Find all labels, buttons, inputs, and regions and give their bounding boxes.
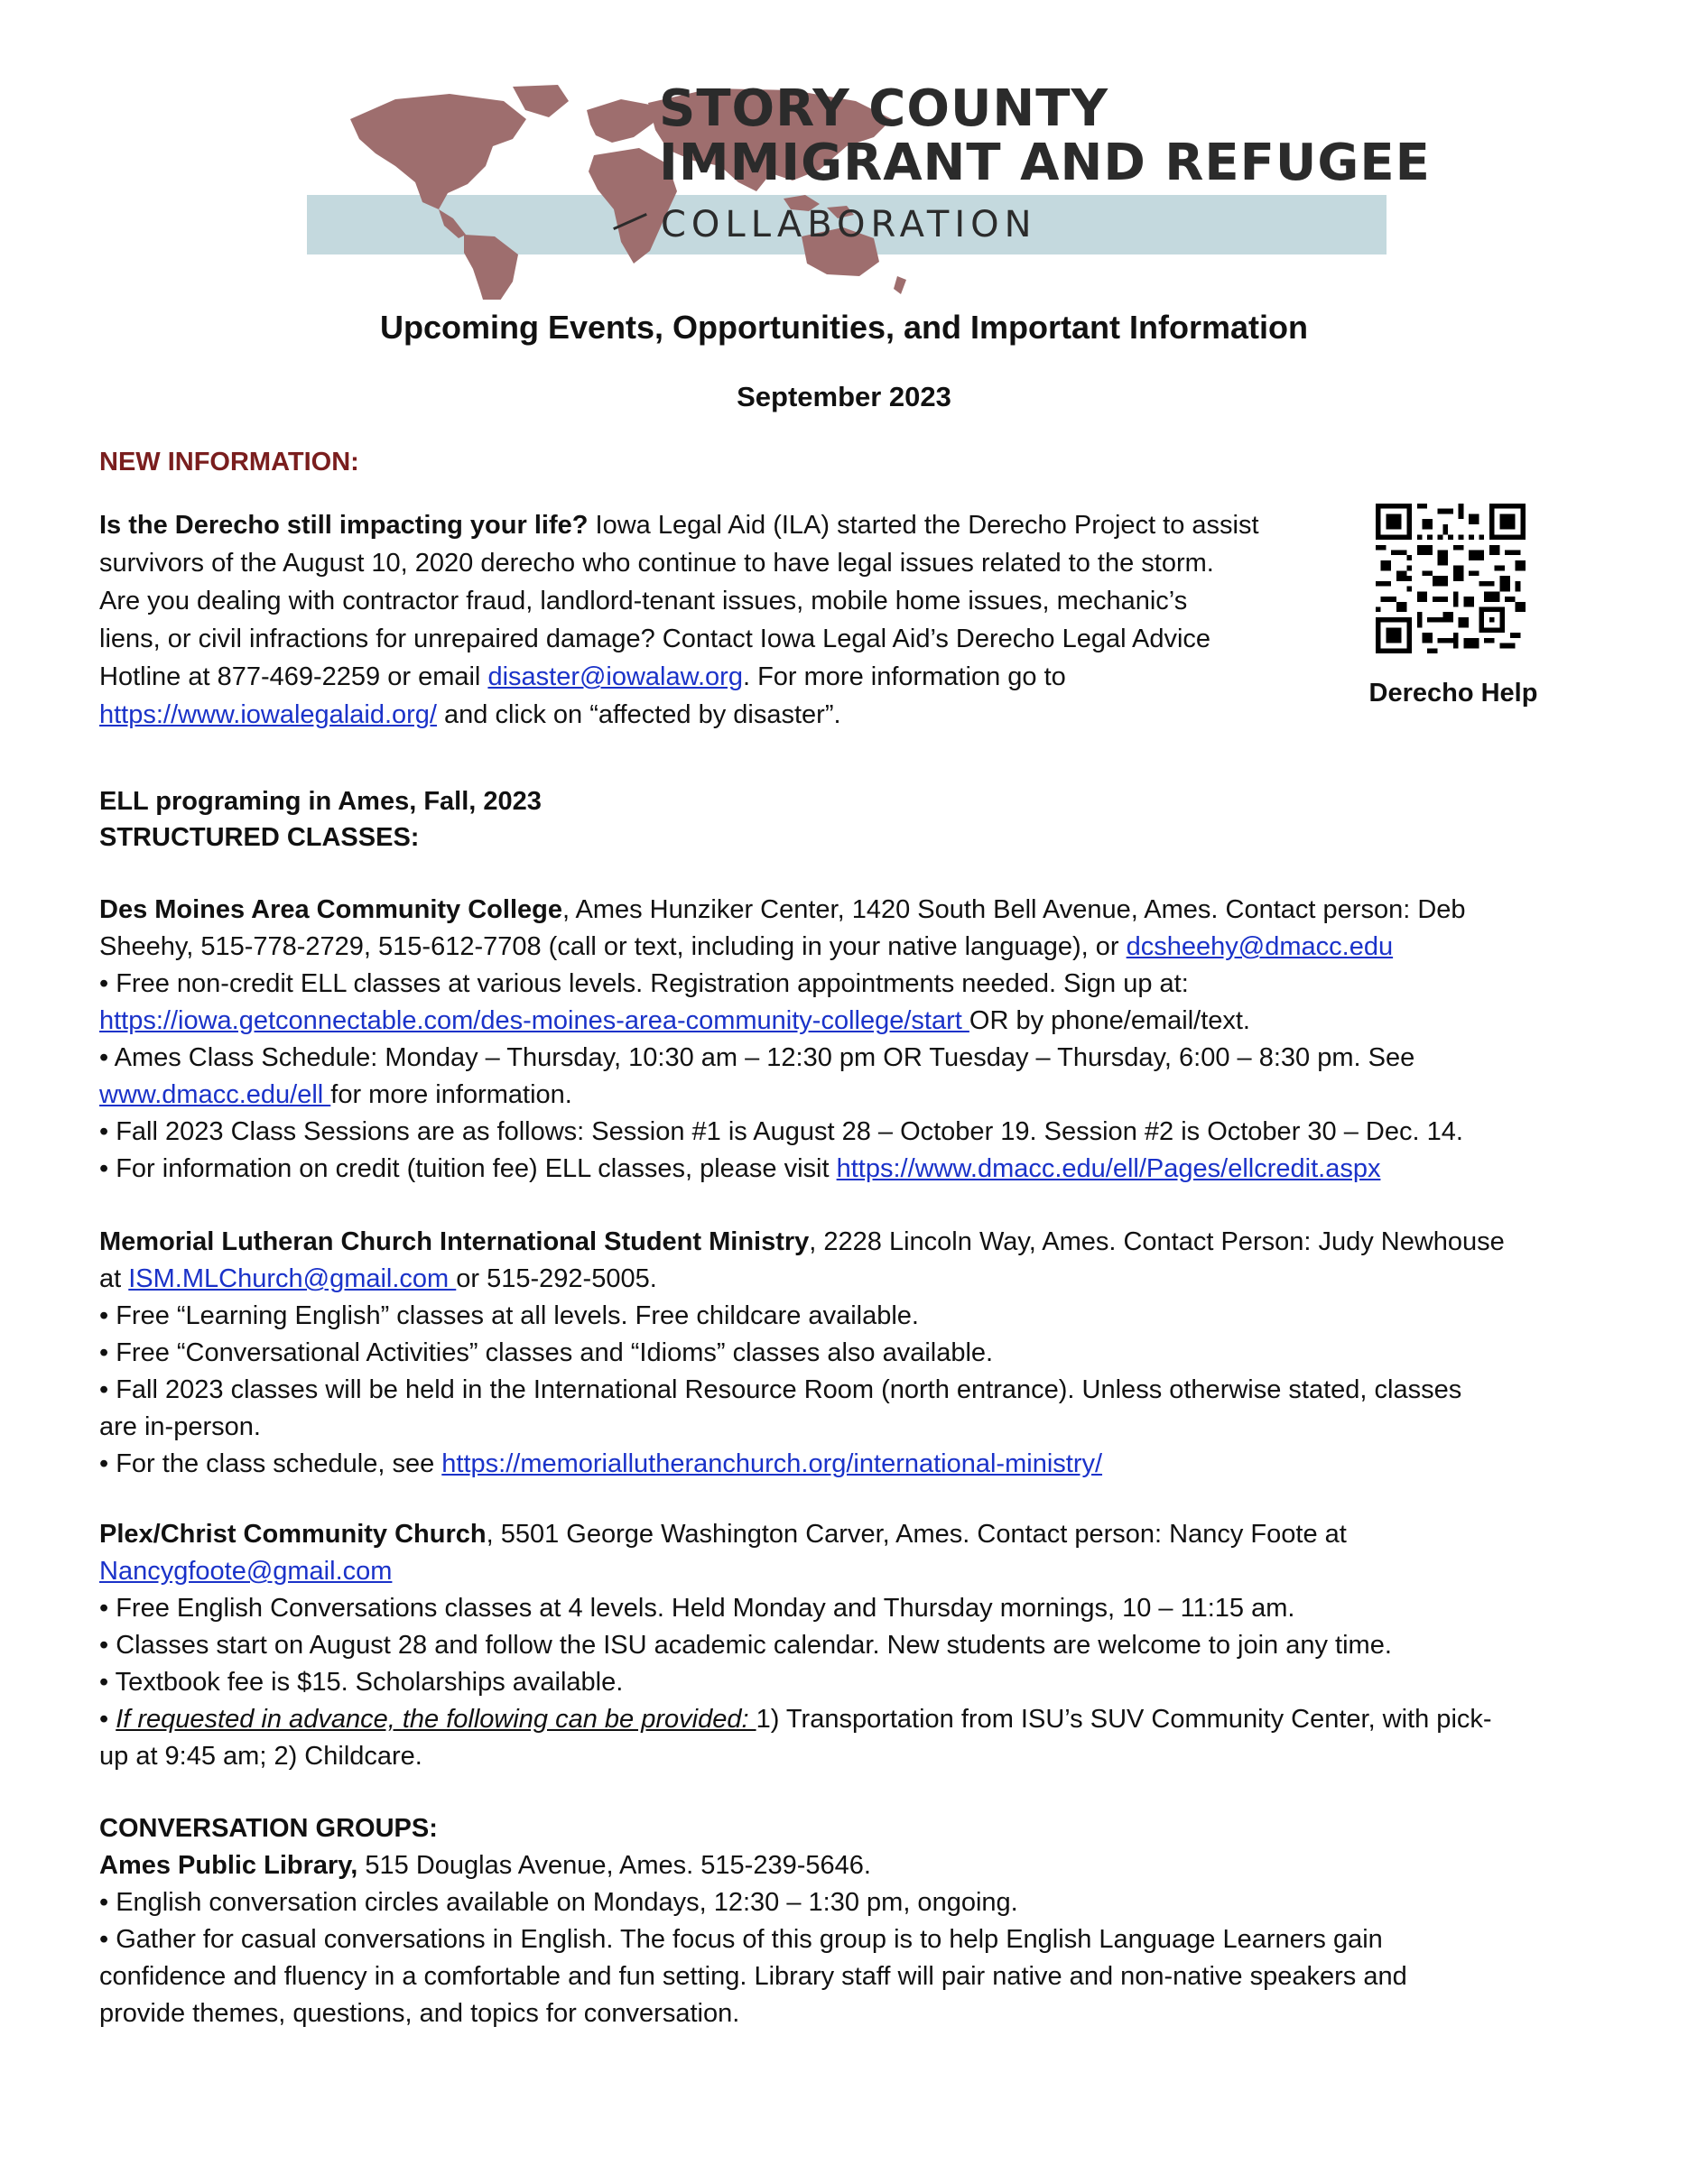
plex-note: If requested in advance, the following can be provided: bbox=[116, 1705, 756, 1734]
mlc-name: Memorial Lutheran Church International Student Ministry bbox=[99, 1227, 810, 1256]
dmacc-bullet-4 bbox=[99, 1151, 1380, 1188]
derecho-text: Hotline at 877-469-2259 or email bbox=[99, 662, 488, 691]
dmacc-text: , Ames Hunziker Center, 1420 South Bell Avenue, Ames. Contact person: Deb bbox=[561, 895, 1466, 924]
dmacc-ell-line bbox=[99, 1077, 572, 1114]
derecho-text: Iowa Legal Aid (ILA) started the Derecho Project to assist bbox=[588, 511, 1259, 540]
mlc-line-1 bbox=[99, 1224, 1505, 1261]
mlc-line-2 bbox=[99, 1261, 657, 1298]
plex-bullet-3: • Textbook fee is $15. Scholarships available. bbox=[99, 1668, 624, 1697]
plex-bullet-2: • Classes start on August 28 and follow the ISU academic calendar. New students are welcome to join any time. bbox=[99, 1631, 1392, 1660]
mlc-text: , 2228 Lincoln Way, Ames. Contact Person: Judy Newhouse bbox=[809, 1227, 1505, 1256]
library-bullet-1: • English conversation circles available on Mondays, 12:30 – 1:30 pm, ongoing. bbox=[99, 1888, 1018, 1917]
logo-title-line2: IMMIGRANT AND REFUGEE bbox=[659, 134, 1431, 192]
mlc-bullet-3-cont: are in-person. bbox=[99, 1412, 261, 1441]
dmacc-text: Sheehy, 515-778-2729, 515-612-7708 (call or text, including in your native language), or bbox=[99, 932, 1127, 961]
plex-line-2 bbox=[99, 1553, 392, 1590]
mlc-schedule-link[interactable]: https://memoriallutheranchurch.org/international-ministry/ bbox=[441, 1449, 1103, 1478]
dmacc-text: for more information. bbox=[330, 1080, 572, 1109]
mlc-text: • For the class schedule, see bbox=[99, 1449, 442, 1478]
derecho-line-4: liens, or civil infractions for unrepaired damage? Contact Iowa Legal Aid’s Derecho Legal Advice bbox=[99, 625, 1211, 653]
derecho-text: and click on “affected by disaster”. bbox=[436, 700, 841, 729]
plex-bullet-4 bbox=[99, 1701, 1492, 1738]
library-bullet-2: • Gather for casual conversations in English. The focus of this group is to help English Language Learners gain bbox=[99, 1925, 1383, 1954]
dmacc-bullet-2: • Ames Class Schedule: Monday – Thursday, 10:30 am – 12:30 pm OR Tuesday – Thursday, 6:00 – 8:30 pm. See bbox=[99, 1043, 1415, 1072]
dmacc-text: • For information on credit (tuition fee) ELL classes, please visit bbox=[99, 1154, 837, 1183]
plex-text: • bbox=[99, 1705, 116, 1734]
dmacc-ell-link[interactable]: www.dmacc.edu/ell bbox=[99, 1080, 331, 1109]
conversation-groups-heading: CONVERSATION GROUPS: bbox=[99, 1814, 438, 1843]
page-title: Upcoming Events, Opportunities, and Important Information bbox=[379, 309, 1309, 346]
derecho-lead: Is the Derecho still impacting your life? bbox=[99, 511, 589, 540]
dmacc-line-1 bbox=[99, 892, 1466, 929]
mlc-bullet-3: • Fall 2023 classes will be held in the International Resource Room (north entrance). Unless otherwise stated, classes bbox=[99, 1375, 1462, 1404]
plex-name: Plex/Christ Community Church bbox=[99, 1520, 487, 1549]
plex-text: 1) Transportation from ISU’s SUV Community Center, with pick- bbox=[756, 1705, 1492, 1734]
dmacc-signup-link[interactable]: https://iowa.getconnectable.com/des-moines-area-community-college/start bbox=[99, 1006, 969, 1035]
derecho-line-3: Are you dealing with contractor fraud, landlord-tenant issues, mobile home issues, mechanic’s bbox=[99, 587, 1188, 615]
iowa-legal-aid-link[interactable]: https://www.iowalegalaid.org/ bbox=[99, 700, 437, 729]
mlc-text: at bbox=[99, 1264, 129, 1293]
dmacc-credit-link[interactable]: https://www.dmacc.edu/ell/Pages/ellcredit.aspx bbox=[836, 1154, 1381, 1183]
dmacc-name: Des Moines Area Community College bbox=[99, 895, 562, 924]
page-date: September 2023 bbox=[737, 381, 951, 412]
library-bullet-2-cont2: provide themes, questions, and topics for conversation. bbox=[99, 1999, 740, 2028]
plex-bullet-1: • Free English Conversations classes at 4 levels. Held Monday and Thursday mornings, 10 – 11:15 am. bbox=[99, 1594, 1295, 1623]
mlc-text: or 515-292-5005. bbox=[456, 1264, 657, 1293]
structured-classes-heading: STRUCTURED CLASSES: bbox=[99, 823, 420, 852]
derecho-line-6 bbox=[99, 697, 841, 734]
plex-email-link[interactable]: Nancygfoote@gmail.com bbox=[99, 1557, 393, 1586]
dmacc-signup-line bbox=[99, 1003, 1250, 1040]
plex-text: , 5501 George Washington Carver, Ames. Contact person: Nancy Foote at bbox=[486, 1520, 1347, 1549]
dmacc-email-link[interactable]: dcsheehy@dmacc.edu bbox=[1126, 932, 1394, 961]
mlc-bullet-1: • Free “Learning English” classes at all levels. Free childcare available. bbox=[99, 1301, 919, 1330]
new-info-heading: NEW INFORMATION: bbox=[99, 448, 359, 477]
derecho-line-5 bbox=[99, 659, 1066, 696]
organization-logo bbox=[307, 78, 1431, 258]
dmacc-line-2 bbox=[99, 929, 1393, 966]
ell-heading: ELL programing in Ames, Fall, 2023 bbox=[99, 787, 542, 816]
mlc-email-link[interactable]: ISM.MLChurch@gmail.com bbox=[128, 1264, 457, 1293]
derecho-email-link[interactable]: disaster@iowalaw.org bbox=[487, 662, 743, 691]
plex-line-1 bbox=[99, 1516, 1347, 1553]
logo-title-line1: STORY COUNTY bbox=[659, 79, 1109, 138]
library-line-1 bbox=[99, 1847, 871, 1884]
library-bullet-2-cont: confidence and fluency in a comfortable and fun setting. Library staff will pair native and non-native speakers and bbox=[99, 1962, 1407, 1991]
qr-code-icon[interactable] bbox=[1376, 504, 1526, 653]
library-name: Ames Public Library, bbox=[99, 1851, 358, 1880]
mlc-bullet-2: • Free “Conversational Activities” classes and “Idioms” classes also available. bbox=[99, 1338, 994, 1367]
qr-caption: Derecho Help bbox=[1368, 679, 1538, 708]
plex-bullet-4-cont: up at 9:45 am; 2) Childcare. bbox=[99, 1742, 422, 1771]
derecho-line-1 bbox=[99, 507, 1259, 544]
derecho-text: . For more information go to bbox=[742, 662, 1066, 691]
dmacc-text: OR by phone/email/text. bbox=[969, 1006, 1250, 1035]
derecho-line-2: survivors of the August 10, 2020 derecho who continue to have legal issues related to the storm. bbox=[99, 549, 1214, 578]
dmacc-bullet-1: • Free non-credit ELL classes at various levels. Registration appointments needed. Sign up at: bbox=[99, 969, 1189, 998]
mlc-bullet-4 bbox=[99, 1446, 1102, 1483]
logo-subtitle: COLLABORATION bbox=[661, 204, 1037, 245]
dmacc-bullet-3: • Fall 2023 Class Sessions are as follows: Session #1 is August 28 – October 19. Session #2 is October 30 – Dec. 14. bbox=[99, 1117, 1463, 1146]
library-text: 515 Douglas Avenue, Ames. 515-239-5646. bbox=[357, 1851, 871, 1880]
